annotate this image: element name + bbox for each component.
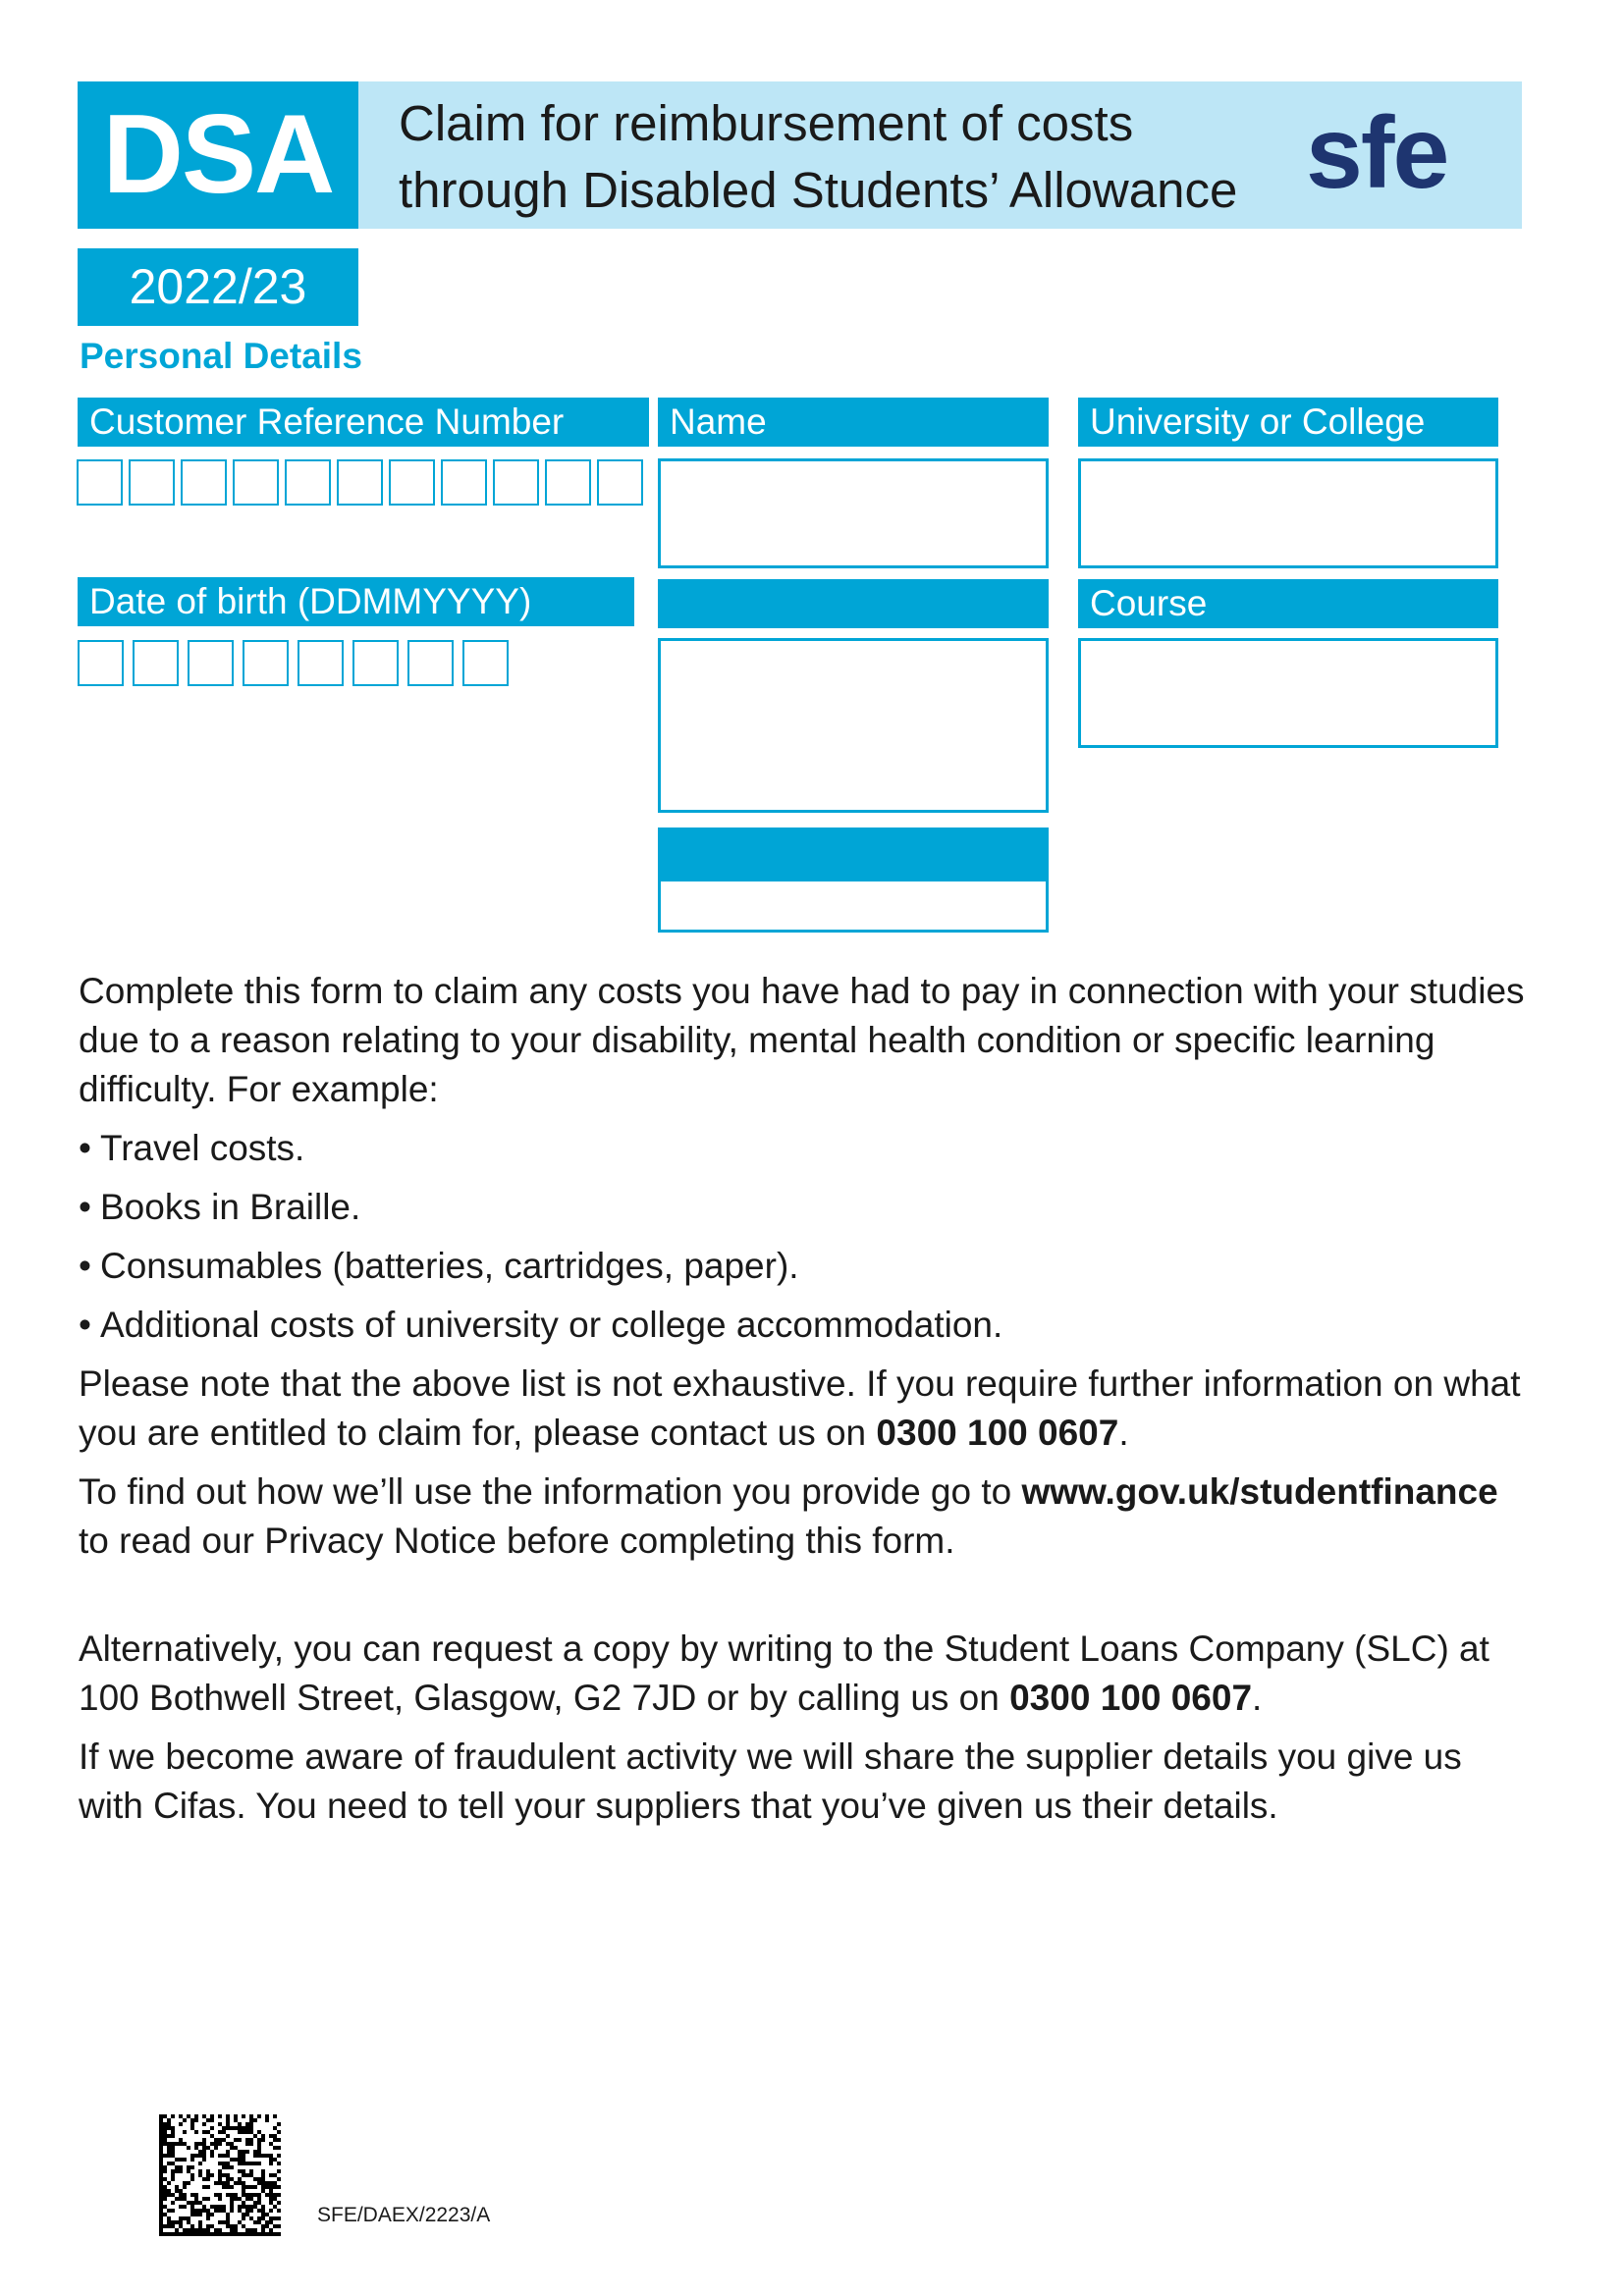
crn-cell[interactable] — [389, 459, 435, 506]
form-title — [399, 90, 1282, 224]
crn-cell[interactable] — [493, 459, 539, 506]
list-item: • Consumables (batteries, cartridges, paper). — [79, 1246, 799, 1286]
dob-cell[interactable] — [352, 640, 399, 686]
phone-number: 0300 100 0607 — [876, 1413, 1119, 1453]
dob-cell[interactable] — [188, 640, 234, 686]
note-paragraph — [79, 1360, 1532, 1458]
crn-cell[interactable] — [129, 459, 175, 506]
dob-cell[interactable] — [243, 640, 289, 686]
section-title-personal-details: Personal Details — [80, 336, 362, 376]
dob-cell[interactable] — [407, 640, 454, 686]
list-item: • Additional costs of university or college accommodation. — [79, 1305, 1003, 1345]
address-input[interactable] — [658, 638, 1049, 813]
dob-label: Date of birth (DDMMYYYY) — [78, 577, 634, 626]
academic-year-badge: 2022/23 — [78, 248, 358, 326]
alternative-text: Alternatively, you can request a copy by writing to the Student Loans Company (SLC) at 100 Bothwell Street, Glasgow, G2 7JD or by calling us on — [79, 1629, 1489, 1718]
dob-cell[interactable] — [133, 640, 179, 686]
name-input[interactable] — [658, 458, 1049, 568]
address-label-bar — [658, 579, 1049, 628]
alternative-paragraph — [79, 1625, 1532, 1723]
dob-input-cells[interactable] — [78, 640, 519, 689]
crn-cell[interactable] — [545, 459, 591, 506]
form-title-line-1: Claim for reimbursement of costs — [399, 95, 1134, 151]
privacy-text-end: to read our Privacy Notice before completing this form. — [79, 1521, 955, 1561]
list-item: • Travel costs. — [79, 1128, 305, 1168]
crn-cell[interactable] — [285, 459, 331, 506]
list-item-text: Books in Braille. — [100, 1187, 361, 1227]
dob-cell[interactable] — [78, 640, 124, 686]
list-item: • Books in Braille. — [79, 1187, 361, 1227]
crn-cell[interactable] — [181, 459, 227, 506]
form-code: SFE/DAEX/2223/A — [317, 2204, 491, 2226]
form-title-line-2: through Disabled Students’ Allowance — [399, 162, 1238, 218]
crn-cell[interactable] — [233, 459, 279, 506]
intro-paragraph: Complete this form to claim any costs you have had to pay in connection with your studies due to a reason relating to your disability, mental health condition or specific learning difficulty. For example: — [79, 971, 1525, 1109]
list-item-text: Additional costs of university or college accommodation. — [100, 1305, 1003, 1345]
note-text: Please note that the above list is not exhaustive. If you require further information on what you are entitled to claim for, please contact us on — [79, 1363, 1521, 1453]
list-item-text: Travel costs. — [100, 1128, 305, 1168]
postcode-label-bar — [658, 828, 1049, 882]
course-input[interactable] — [1078, 638, 1498, 748]
dob-cell[interactable] — [462, 640, 509, 686]
university-input[interactable] — [1078, 458, 1498, 568]
crn-cell[interactable] — [337, 459, 383, 506]
dsa-badge: DSA — [78, 81, 358, 229]
crn-cell[interactable] — [77, 459, 123, 506]
sfe-logo: sfe — [1306, 96, 1448, 210]
dob-cell[interactable] — [298, 640, 344, 686]
alternative-end: . — [1252, 1678, 1263, 1718]
alternative-phone-number: 0300 100 0607 — [1009, 1678, 1253, 1718]
note-end: . — [1118, 1413, 1129, 1453]
list-item-text: Consumables (batteries, cartridges, paper). — [100, 1246, 799, 1286]
course-label: Course — [1078, 579, 1498, 628]
postcode-input[interactable] — [658, 879, 1049, 933]
crn-cell[interactable] — [597, 459, 643, 506]
privacy-text: To find out how we’ll use the information you provide go to — [79, 1471, 1022, 1512]
fraud-paragraph: If we become aware of fraudulent activity we will share the supplier details you give us with Cifas. You need to tell your suppliers that you’ve given us their details. — [79, 1736, 1462, 1826]
crn-cell[interactable] — [441, 459, 487, 506]
crn-input-cells[interactable] — [77, 459, 651, 508]
university-label: University or College — [1078, 398, 1498, 447]
privacy-url: www.gov.uk/studentfinance — [1021, 1471, 1498, 1512]
privacy-paragraph — [79, 1468, 1532, 1566]
name-label: Name — [658, 398, 1049, 447]
crn-label: Customer Reference Number — [78, 398, 649, 447]
datamatrix-barcode — [155, 2110, 285, 2240]
